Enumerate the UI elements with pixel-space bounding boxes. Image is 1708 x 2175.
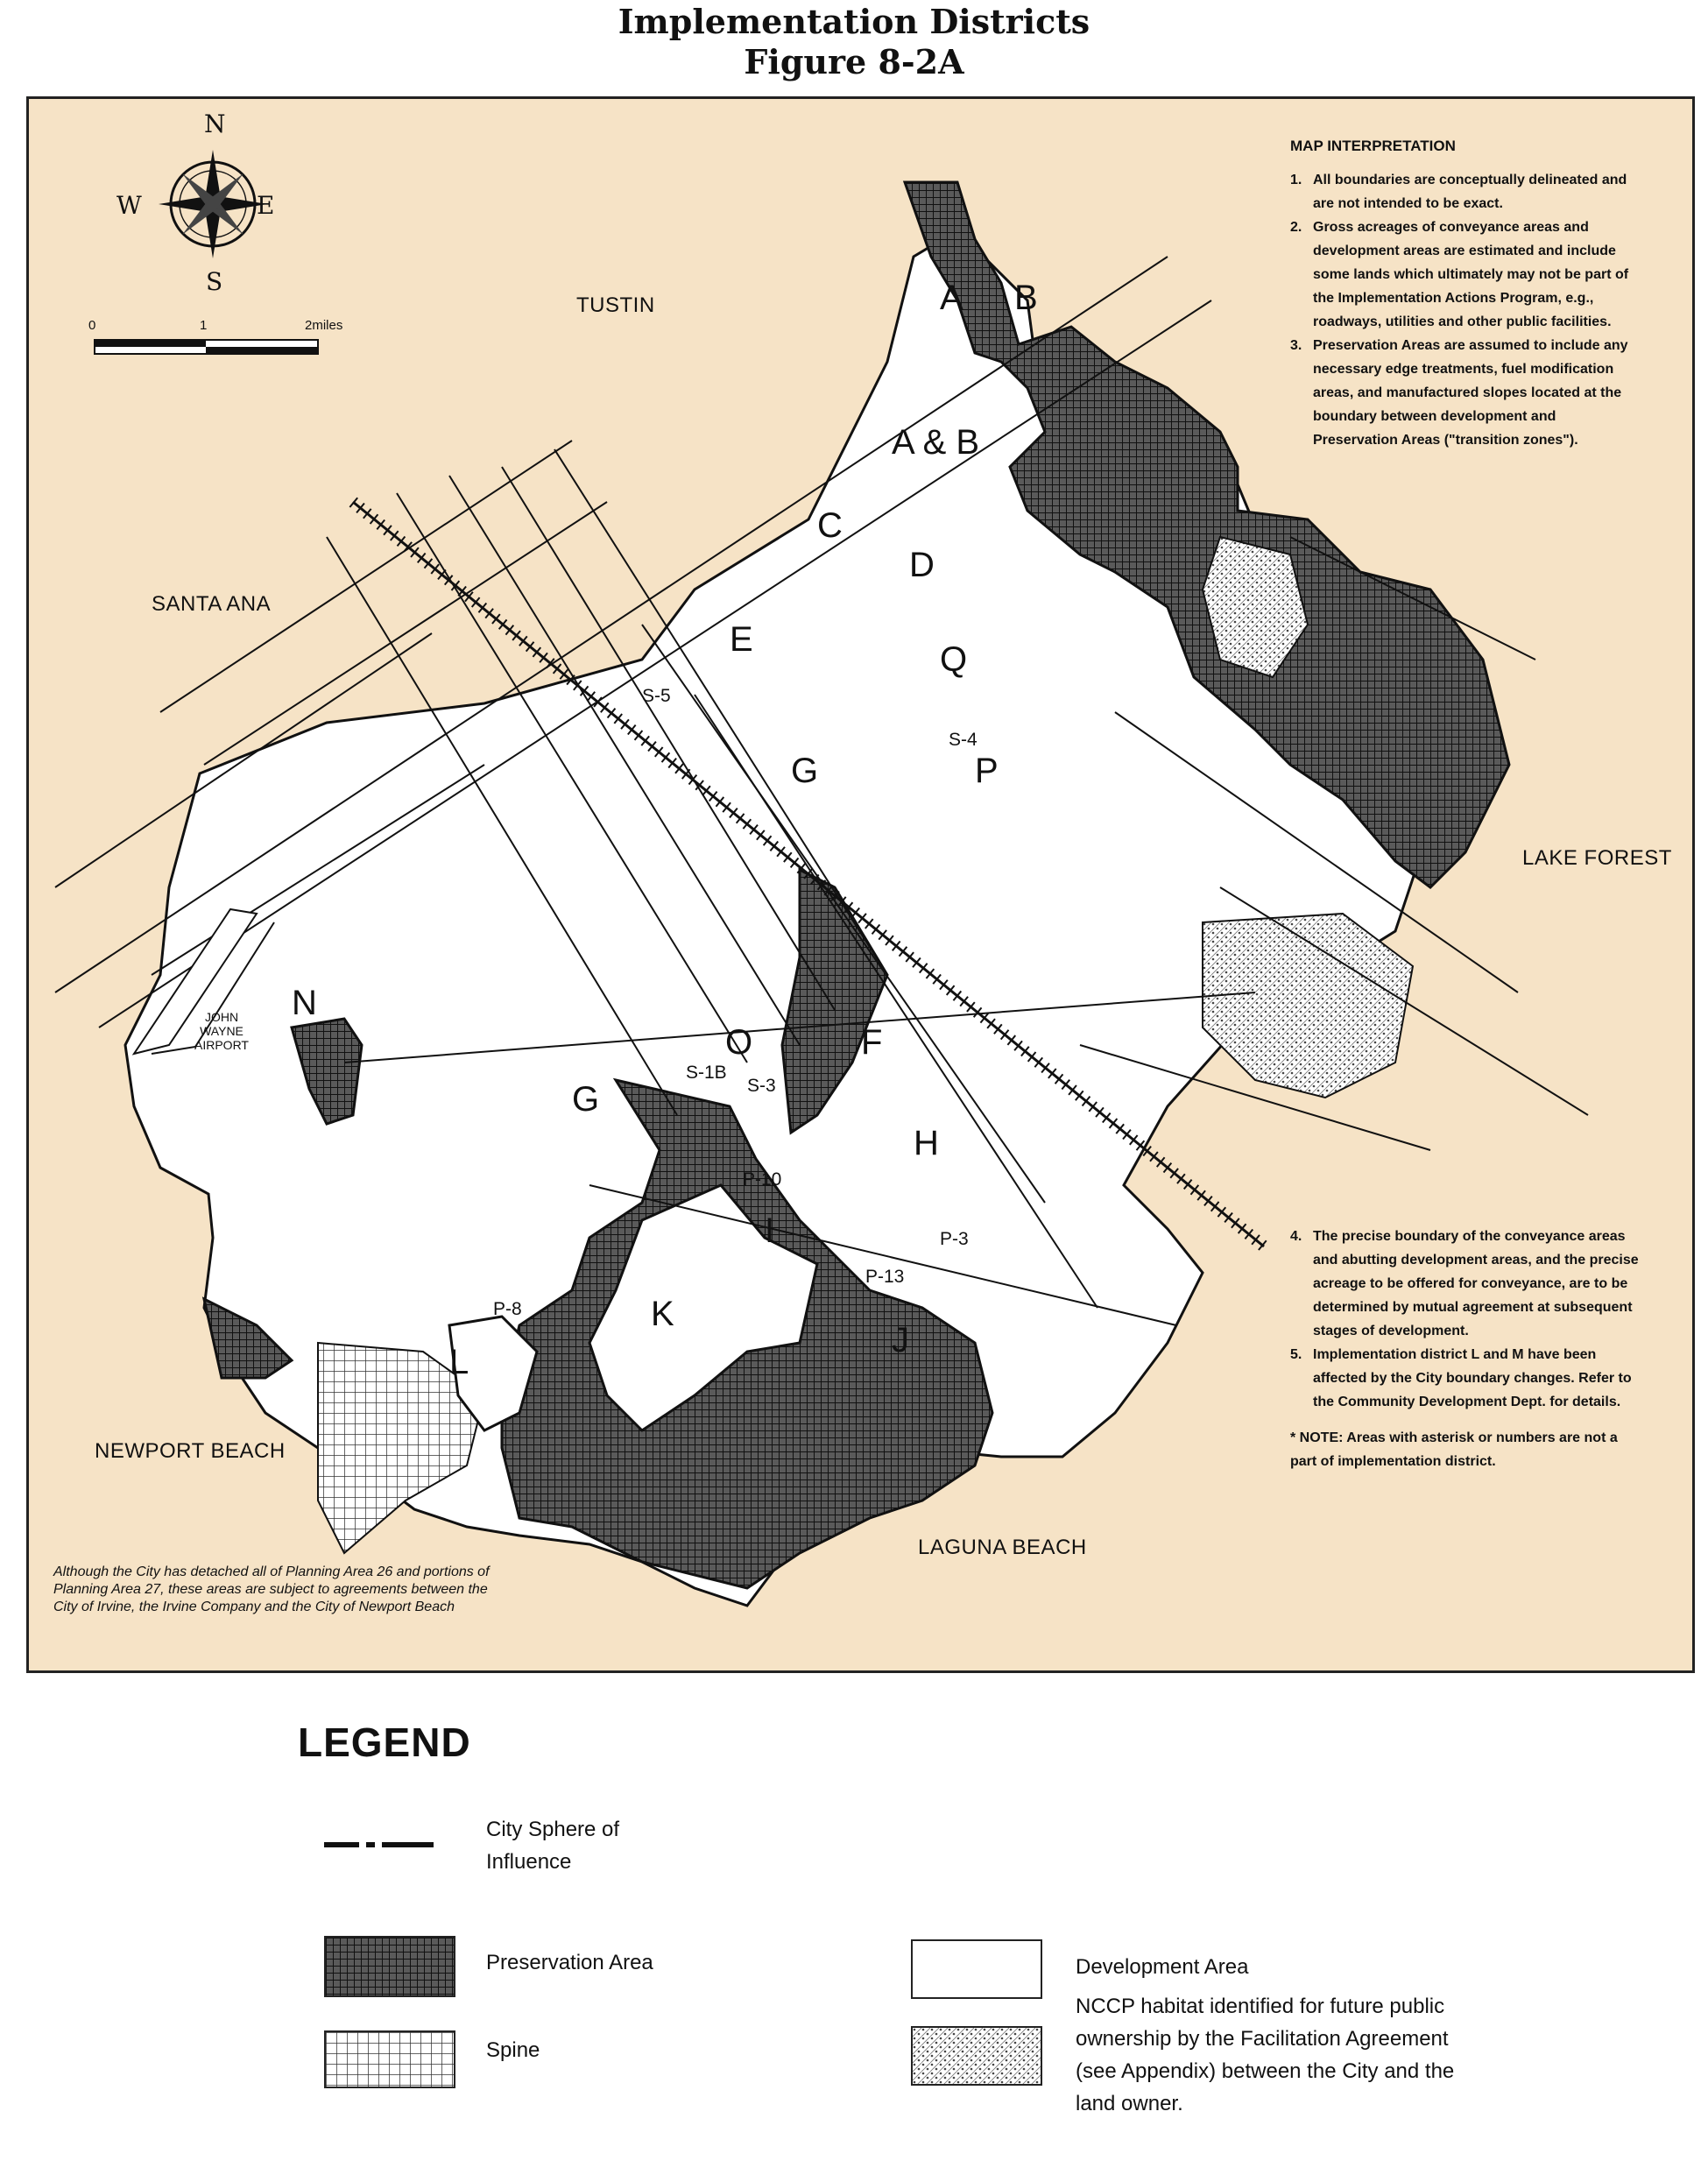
district-d: D bbox=[909, 546, 935, 584]
place-tustin: TUSTIN bbox=[576, 293, 655, 317]
district-g2: G bbox=[572, 1080, 600, 1119]
compass-rose-icon bbox=[159, 150, 267, 258]
legend-sphere-label: City Sphere of Influence bbox=[486, 1818, 620, 1874]
district-o: O bbox=[725, 1023, 753, 1062]
map-interpretation-header: MAP INTERPRETATION bbox=[1290, 138, 1456, 154]
legend-development-swatch bbox=[911, 1939, 1042, 1999]
label-s3: S-3 bbox=[747, 1076, 776, 1096]
legend-title: LEGEND bbox=[298, 1720, 471, 1765]
district-e: E bbox=[730, 620, 753, 659]
label-s1b: S-1B bbox=[686, 1063, 727, 1083]
compass-south: S bbox=[206, 267, 223, 296]
compass-north: N bbox=[204, 109, 226, 138]
place-lake-forest: LAKE FOREST bbox=[1522, 846, 1672, 870]
compass-west: W bbox=[116, 191, 142, 220]
scale-label-zero: 0 bbox=[88, 318, 96, 333]
place-santa-ana: SANTA ANA bbox=[152, 592, 272, 616]
district-l: L bbox=[449, 1343, 469, 1381]
district-g: G bbox=[791, 752, 819, 790]
district-i: I bbox=[765, 1211, 775, 1250]
legend-nccp-swatch bbox=[911, 2026, 1042, 2086]
note-item-4: 4. The precise boundary of the conveyance areas and abutting development areas, and the precise acreage to be offered for conveyance, are to be determined by mutual agreement at subsequent stages of development. bbox=[1290, 1229, 1639, 1338]
district-j: J bbox=[892, 1321, 909, 1359]
district-k: K bbox=[651, 1295, 674, 1333]
label-s5: S-5 bbox=[642, 686, 671, 706]
scale-label-one: 1 bbox=[200, 318, 208, 333]
place-newport-beach: NEWPORT BEACH bbox=[95, 1439, 286, 1463]
district-f: F bbox=[861, 1023, 883, 1062]
district-b-top: B bbox=[1014, 279, 1038, 317]
district-q: Q bbox=[940, 640, 968, 679]
label-p10: P-10 bbox=[743, 1169, 782, 1190]
map-frame bbox=[26, 96, 1695, 1673]
note-item-3: 3. Preservation Areas are assumed to include any necessary edge treatments, fuel modification areas, and manufactured slopes located at the boundary between development and Preservation Areas ("transition zones"). bbox=[1290, 338, 1628, 448]
note-item-1: 1. All boundaries are conceptually delineated and are not intended to be exact. bbox=[1290, 173, 1627, 211]
legend-preservation-label: Preservation Area bbox=[486, 1951, 653, 1974]
scale-bar-icon bbox=[95, 340, 318, 354]
district-a-top: A bbox=[940, 279, 963, 317]
note-asterisk: * NOTE: Areas with asterisk or numbers are not a part of implementation district. bbox=[1290, 1430, 1618, 1469]
note-item-2: 2. Gross acreages of conveyance areas and development areas are estimated and include some lands which ultimately may not be part of the Implementation Actions Program, e.g., roadways, utilities and other public facilities. bbox=[1290, 220, 1629, 329]
district-c: C bbox=[817, 506, 843, 545]
legend-preservation-swatch bbox=[324, 1936, 455, 1997]
legend-spine-label: Spine bbox=[486, 2038, 540, 2062]
place-laguna-beach: LAGUNA BEACH bbox=[918, 1536, 1087, 1559]
map-interpretation-notes bbox=[1290, 134, 1632, 452]
label-p8: P-8 bbox=[493, 1299, 522, 1319]
legend-spine-swatch bbox=[324, 2030, 455, 2088]
scale-label-two: 2miles bbox=[305, 318, 343, 333]
label-p13: P-13 bbox=[865, 1267, 905, 1287]
label-p3: P-3 bbox=[940, 1229, 969, 1249]
map-title: Implementation Districts bbox=[618, 2, 1090, 41]
legend-development-label: Development Area bbox=[1076, 1955, 1249, 1979]
place-airport: JOHN WAYNE AIRPORT bbox=[194, 1010, 249, 1052]
detachment-note: Although the City has detached all of Planning Area 26 and portions of Planning Area 27, these areas are subject to agreements between the City of Irvine, the Irvine Company and the City of Newport Beach bbox=[53, 1564, 490, 1614]
district-ab: A & B bbox=[892, 423, 980, 462]
district-n: N bbox=[292, 984, 317, 1022]
figure-number: Figure 8-2A bbox=[744, 42, 964, 81]
district-h: H bbox=[914, 1124, 939, 1162]
compass-east: E bbox=[257, 191, 275, 220]
legend-nccp-label: NCCP habitat identified for future public ownership by the Facilitation Agreement (see Appendix) between the City and the land owner. bbox=[1076, 1995, 1455, 2115]
map-interpretation-notes-2 bbox=[1290, 1225, 1641, 1473]
note-item-5: 5. Implementation district L and M have been affected by the City boundary changes. Refer to the Community Development Dept. for details. bbox=[1290, 1347, 1632, 1409]
label-s4: S-4 bbox=[949, 730, 978, 750]
legend-sphere-line-icon bbox=[324, 1838, 434, 1852]
district-p: P bbox=[975, 752, 999, 790]
